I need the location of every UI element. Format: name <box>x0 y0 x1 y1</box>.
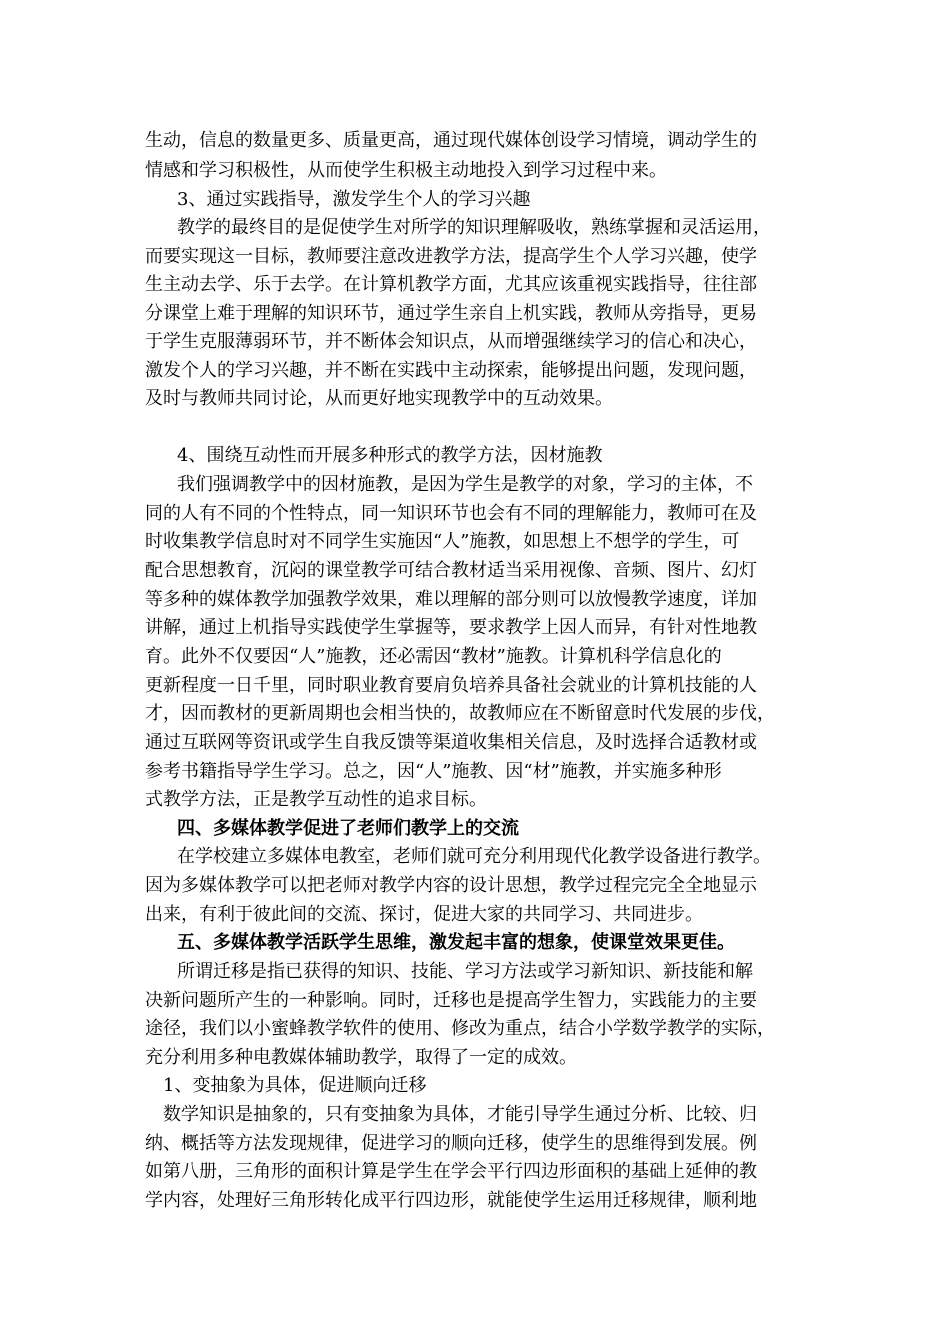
text-line: 出来，有利于彼此间的交流、探讨，促进大家的共同学习、共同进步。 <box>145 904 703 925</box>
text-line: 育。此外不仅要因“人”施教，还必需因“教材”施教。计算机科学信息化的 <box>145 646 722 667</box>
text-line: 在学校建立多媒体电教室，老师们就可充分利用现代化教学设备进行教学。 <box>177 846 771 867</box>
text-line: 教学的最终目的是促使学生对所学的知识理解吸收，熟练掌握和灵活运用， <box>177 217 771 238</box>
text-line: 我们强调教学中的因材施教，是因为学生是教学的对象，学习的主体，不 <box>177 474 753 495</box>
section-heading: 1、变抽象为具体，促进顺向迁移 <box>163 1075 427 1096</box>
text-line: 分课堂上难于理解的知识环节，通过学生亲自上机实践，教师从旁指导，更易 <box>145 303 757 324</box>
text-line: 决新问题所产生的一种影响。同时，迁移也是提高学生智力，实践能力的主要 <box>145 990 757 1011</box>
section-heading: 3、通过实践指导，激发学生个人的学习兴趣 <box>177 189 531 210</box>
text-line: 同的人有不同的个性特点，同一知识环节也会有不同的理解能力，教师可在及 <box>145 503 757 524</box>
text-line: 及时与教师共同讨论，从而更好地实现教学中的互动效果。 <box>145 388 613 409</box>
text-line: 激发个人的学习兴趣，并不断在实践中主动探索，能够提出问题，发现问题， <box>145 360 757 381</box>
text-line: 更新程度一日千里，同时职业教育要肩负培养具备社会就业的计算机技能的人 <box>145 675 757 696</box>
text-line: 才，因而教材的更新周期也会相当快的，故教师应在不断留意时代发展的步伐， <box>145 703 775 724</box>
text-line: 所谓迁移是指已获得的知识、技能、学习方法或学习新知识、新技能和解 <box>177 961 753 982</box>
text-line: 充分利用多种电教媒体辅助教学，取得了一定的成效。 <box>145 1047 577 1068</box>
text-line: 因为多媒体教学可以把老师对教学内容的设计思想，教学过程完完全全地显示 <box>145 875 757 896</box>
text-line: 参考书籍指导学生学习。总之，因“人”施教、因“材”施教，并实施多种形 <box>145 761 722 782</box>
text-line: 于学生克服薄弱环节，并不断体会知识点，从而增强继续学习的信心和决心， <box>145 331 757 352</box>
text-line: 情感和学习积极性，从而使学生积极主动地投入到学习过程中来。 <box>145 160 667 181</box>
text-line: 讲解，通过上机指导实践使学生掌握等，要求教学上因人而异，有针对性地教 <box>145 617 757 638</box>
section-heading: 4、围绕互动性而开展多种形式的教学方法，因材施教 <box>177 445 603 466</box>
text-line: 生主动去学、乐于去学。在计算机教学方面，尤其应该重视实践指导，往往部 <box>145 274 757 295</box>
text-line: 配合思想教育，沉闷的课堂教学可结合教材适当采用视像、音频、图片、幻灯 <box>145 560 757 581</box>
text-line: 如第八册，三角形的面积计算是学生在学会平行四边形面积的基础上延伸的教 <box>145 1161 757 1182</box>
text-line: 生动，信息的数量更多、质量更高，通过现代媒体创设学习情境，调动学生的 <box>145 130 757 151</box>
text-line: 学内容，处理好三角形转化成平行四边形，就能使学生运用迁移规律，顺利地 <box>145 1190 757 1211</box>
text-line: 通过互联网等资讯或学生自我反馈等渠道收集相关信息，及时选择合适教材或 <box>145 732 757 753</box>
text-line: 数学知识是抽象的，只有变抽象为具体，才能引导学生通过分析、比较、归 <box>163 1104 757 1125</box>
text-line: 途径，我们以小蜜蜂教学软件的使用、修改为重点，结合小学数学教学的实际， <box>145 1018 775 1039</box>
chapter-heading: 五、多媒体教学活跃学生思维，激发起丰富的想象，使课堂效果更佳。 <box>177 932 735 953</box>
text-line: 式教学方法，正是教学互动性的追求目标。 <box>145 789 487 810</box>
text-line: 时收集教学信息时对不同学生实施因“人”施教，如思想上不想学的学生，可 <box>145 531 740 552</box>
text-line: 等多种的媒体教学加强教学效果，难以理解的部分则可以放慢教学速度，详加 <box>145 589 757 610</box>
text-line: 纳、概括等方法发现规律，促进学习的顺向迁移，使学生的思维得到发展。例 <box>145 1133 757 1154</box>
chapter-heading: 四、多媒体教学促进了老师们教学上的交流 <box>177 818 519 839</box>
text-line: 而要实现这一目标，教师要注意改进教学方法，提高学生个人学习兴趣，使学 <box>145 246 757 267</box>
